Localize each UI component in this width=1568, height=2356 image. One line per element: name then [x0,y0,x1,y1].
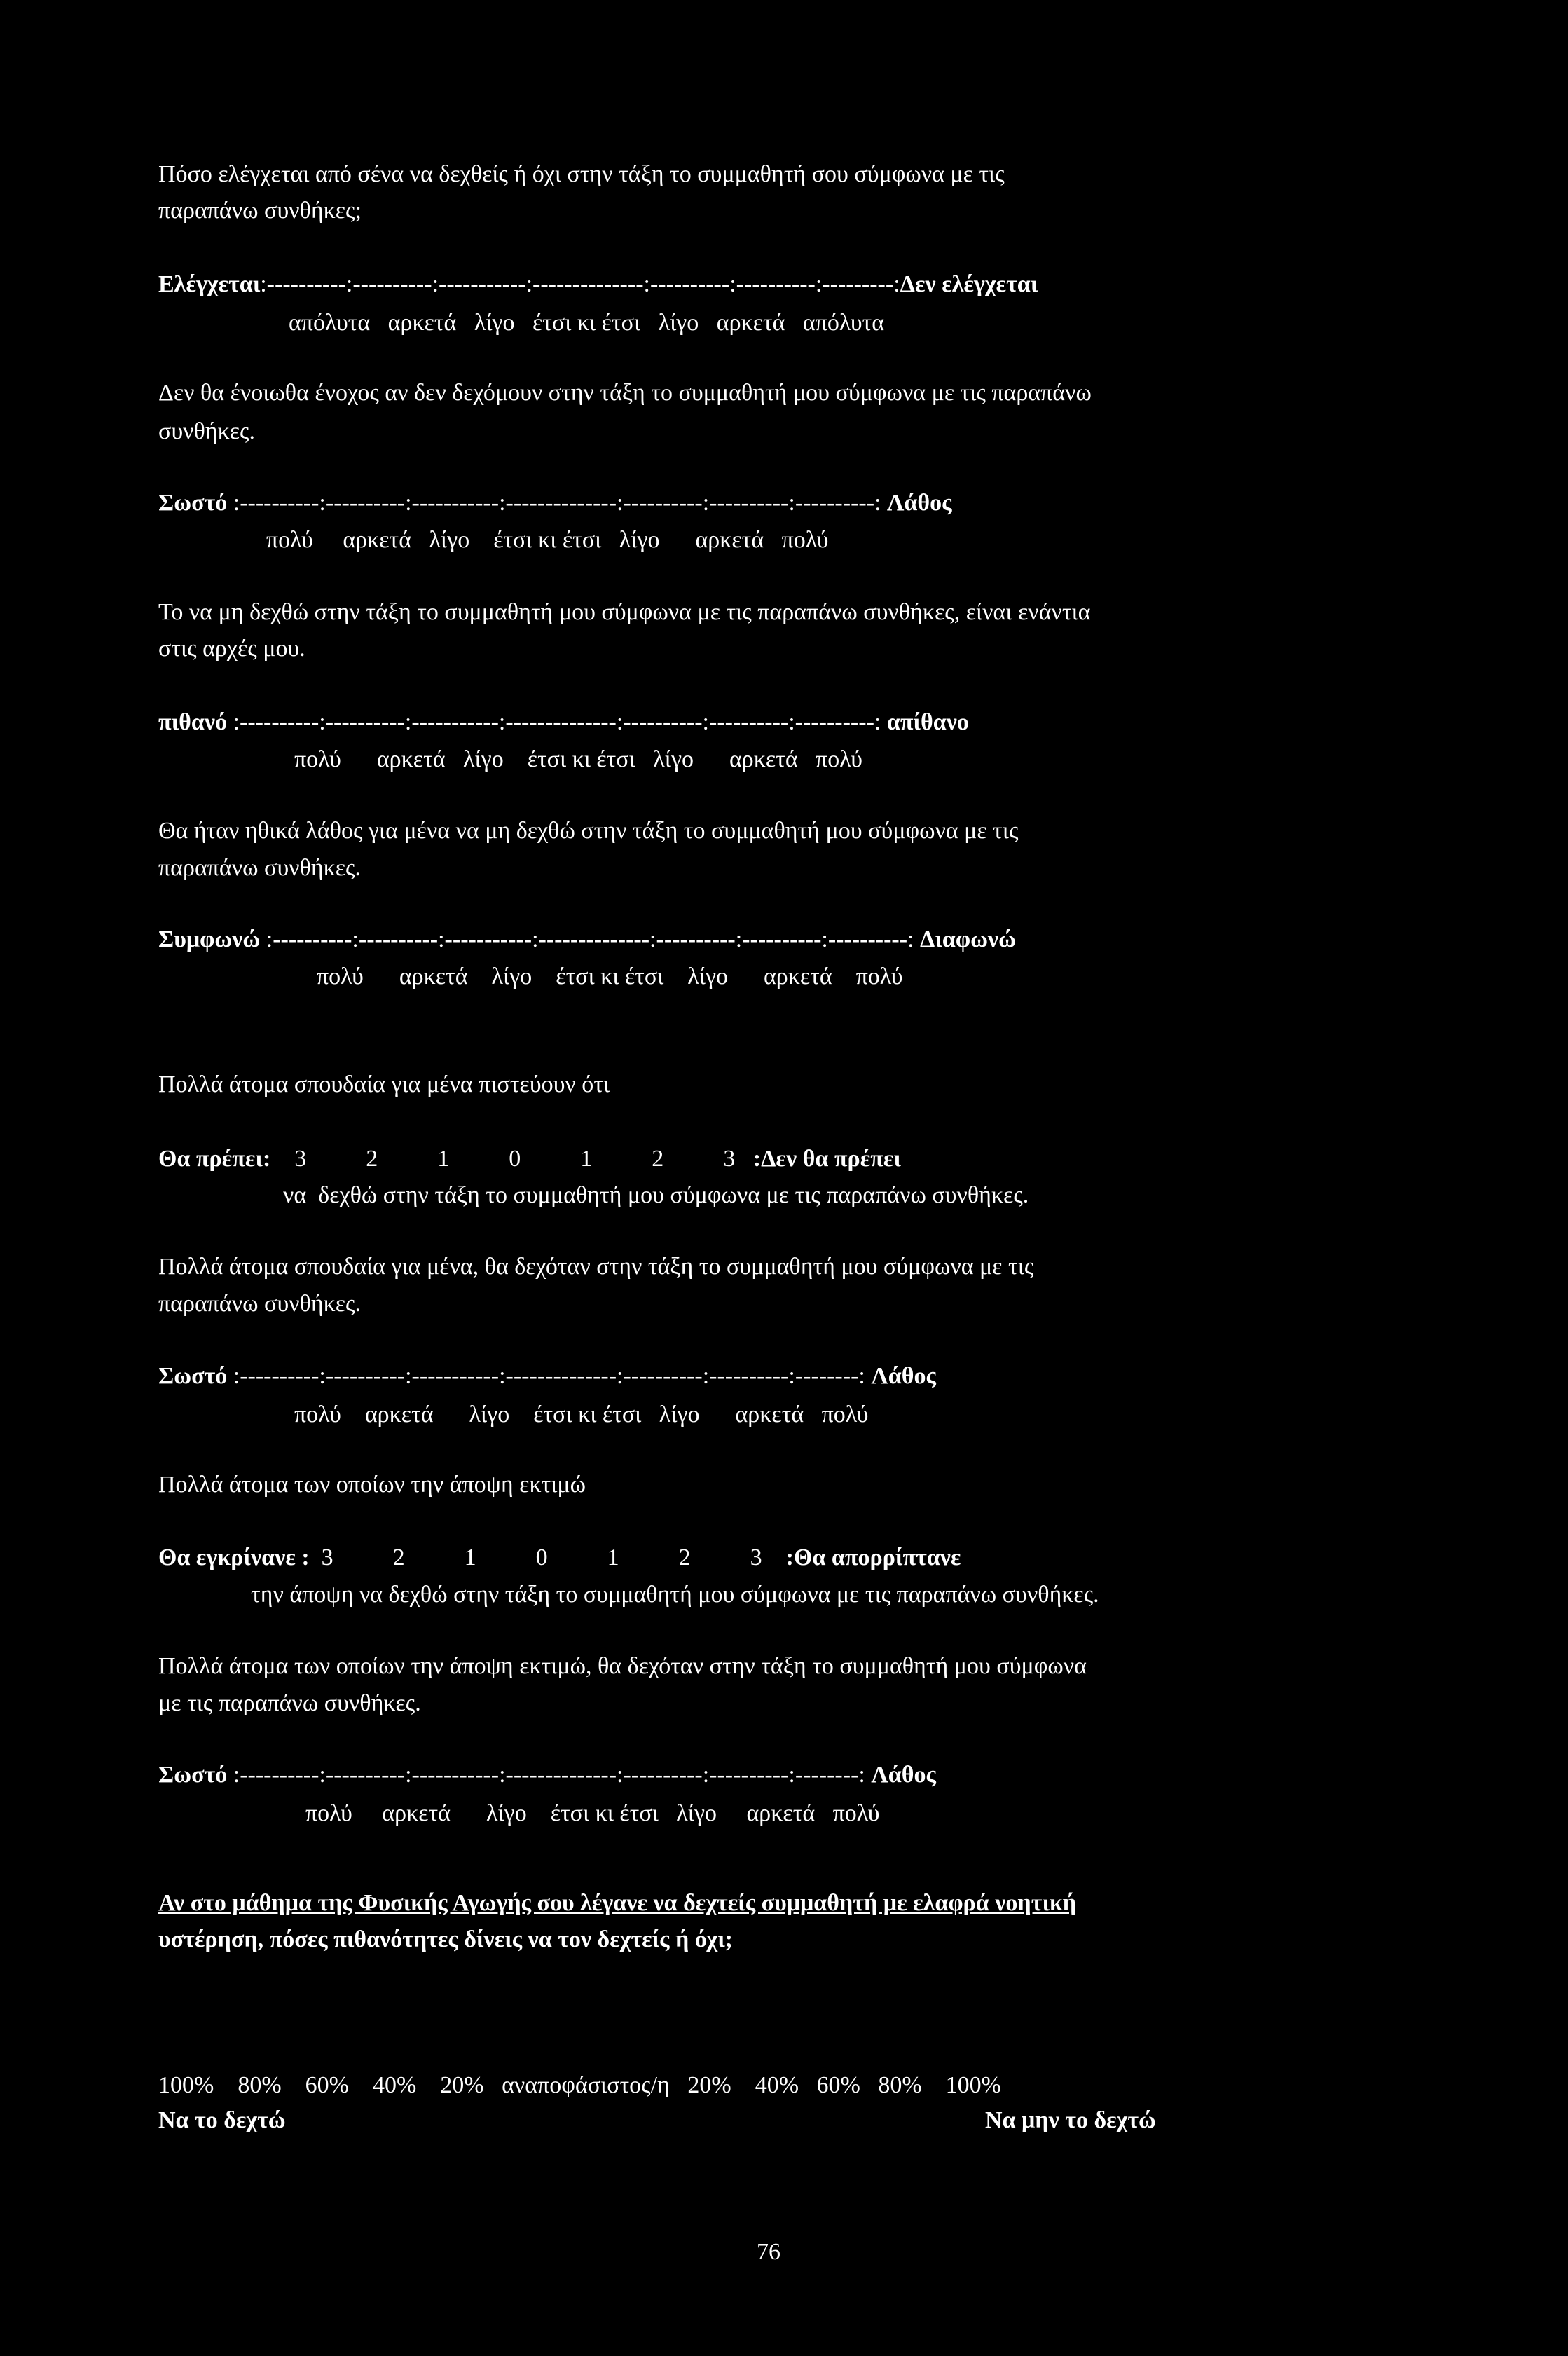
scale-left-label: Θα εγκρίνανε : [158,1545,310,1570]
scale-right-label: Διαφωνώ [920,926,1016,952]
question-5-text-line-2: να δεχθώ στην τάξη το συμμαθητή μου σύμφωνα με τις παραπάνω συνθήκες. [283,1182,1029,1208]
page-number: 76 [757,2239,780,2265]
scale-right-label: :Θα απορρίπτανε [785,1545,961,1570]
question-8-text-line-1: Πολλά άτομα των οποίων την άποψη εκτιμώ, θα δεχόταν στην τάξη το συμμαθητή μου σύμφωνα [158,1653,1087,1679]
question-7-text-line-2: την άποψη να δεχθώ στην τάξη το συμμαθητή μου σύμφωνα με τις παραπάνω συνθήκες. [251,1582,1099,1608]
scale-right-label: Λάθος [887,490,952,516]
question-1-scale-anchors: απόλυτα αρκετά λίγο έτσι κι έτσι λίγο αρκετά απόλυτα [289,310,885,336]
question-8-text-line-2: με τις παραπάνω συνθήκες. [158,1690,421,1716]
question-6-scale-row [158,1358,936,1394]
question-2-text-line-2: συνθήκες. [158,418,255,444]
question-1-text-line-1: Πόσο ελέγχεται από σένα να δεχθείς ή όχι στην τάξη το συμμαθητή σου σύμφωνα με τις [158,161,1005,187]
question-6-text-line-1: Πολλά άτομα σπουδαία για μένα, θα δεχόταν στην τάξη το συμμαθητή μου σύμφωνα με τις [158,1254,1034,1280]
scale-left-label: Συμφωνώ [158,926,261,952]
question-4-scale-anchors: πολύ αρκετά λίγο έτσι κι έτσι λίγο αρκετά πολύ [317,964,903,989]
question-4-text-line-1: Θα ήταν ηθικά λάθος για μένα να μη δεχθώ στην τάξη το συμμαθητή μου σύμφωνα με τις [158,818,1019,844]
scale-left-label: Ελέγχεται [158,271,261,297]
question-6-text-line-2: παραπάνω συνθήκες. [158,1291,361,1317]
question-7-text-line-1: Πολλά άτομα των οποίων την άποψη εκτιμώ [158,1472,586,1498]
scale-left-label: πιθανό [158,709,228,735]
question-7-scale-row [158,1540,961,1575]
scale-left-label: Σωστό [158,1363,228,1389]
question-9-left-label: Να το δεχτώ [158,2107,286,2133]
question-5-scale-row [158,1141,901,1177]
scale-line: :----------:----------:-----------:--------------:----------:----------:----------: [233,490,881,516]
scale-line: :----------:----------:-----------:--------------:----------:----------:----------: [266,926,914,952]
question-9-percentage-scale: 100% 80% 60% 40% 20% αναποφάσιστος/η 20% 40% 60% 80% 100% [158,2072,1001,2098]
scale-line: :----------:----------:-----------:--------------:----------:----------:---------: [260,271,900,297]
question-2-scale-row [158,485,951,521]
scale-line: :----------:----------:-----------:--------------:----------:----------:----------: [233,709,881,735]
scale-left-label: Σωστό [158,490,228,516]
question-3-text-line-2: στις αρχές μου. [158,636,305,662]
question-4-text-line-2: παραπάνω συνθήκες. [158,855,361,881]
question-1-scale-row [158,266,1038,302]
scale-line: :----------:----------:-----------:--------------:----------:----------:--------: [233,1363,865,1389]
scale-right-label: Δεν ελέγχεται [900,271,1038,297]
scale-right-label: :Δεν θα πρέπει [752,1146,901,1172]
question-3-scale-anchors: πολύ αρκετά λίγο έτσι κι έτσι λίγο αρκετά πολύ [294,746,863,772]
scale-left-label: Θα πρέπει: [158,1146,271,1172]
scale-right-label: Λάθος [871,1363,936,1389]
question-9-right-label: Να μην το δεχτώ [985,2107,1156,2133]
scale-numbers: 3 2 1 0 1 2 3 [321,1545,762,1570]
question-9-text-line-2: υστέρηση, πόσες πιθανότητες δίνεις να τον δεχτείς ή όχι; [158,1926,733,1952]
scale-right-label: Λάθος [871,1762,936,1788]
scale-line: :----------:----------:-----------:--------------:----------:----------:--------: [233,1762,865,1788]
scale-left-label: Σωστό [158,1762,228,1788]
question-6-scale-anchors: πολύ αρκετά λίγο έτσι κι έτσι λίγο αρκετά πολύ [294,1402,869,1427]
question-3-scale-row [158,704,969,740]
question-8-scale-anchors: πολύ αρκετά λίγο έτσι κι έτσι λίγο αρκετά πολύ [305,1800,880,1826]
scale-right-label: απίθανο [886,709,969,735]
question-3-text-line-1: Το να μη δεχθώ στην τάξη το συμμαθητή μου σύμφωνα με τις παραπάνω συνθήκες, είναι ενάντια [158,599,1091,625]
question-2-text-line-1: Δεν θα ένοιωθα ένοχος αν δεν δεχόμουν στην τάξη το συμμαθητή μου σύμφωνα με τις παραπάνω [158,380,1092,406]
question-5-text-line-1: Πολλά άτομα σπουδαία για μένα πιστεύουν ότι [158,1071,610,1097]
question-1-text-line-2: παραπάνω συνθήκες; [158,198,362,224]
question-2-scale-anchors: πολύ αρκετά λίγο έτσι κι έτσι λίγο αρκετά πολύ [266,527,829,553]
scale-numbers: 3 2 1 0 1 2 3 [294,1146,736,1172]
question-9-text-line-1: Αν στο μάθημα της Φυσικής Αγωγής σου λέγανε να δεχτείς συμμαθητή με ελαφρά νοητική [158,1890,1077,1916]
question-8-scale-row [158,1757,936,1793]
question-4-scale-row [158,922,1016,957]
